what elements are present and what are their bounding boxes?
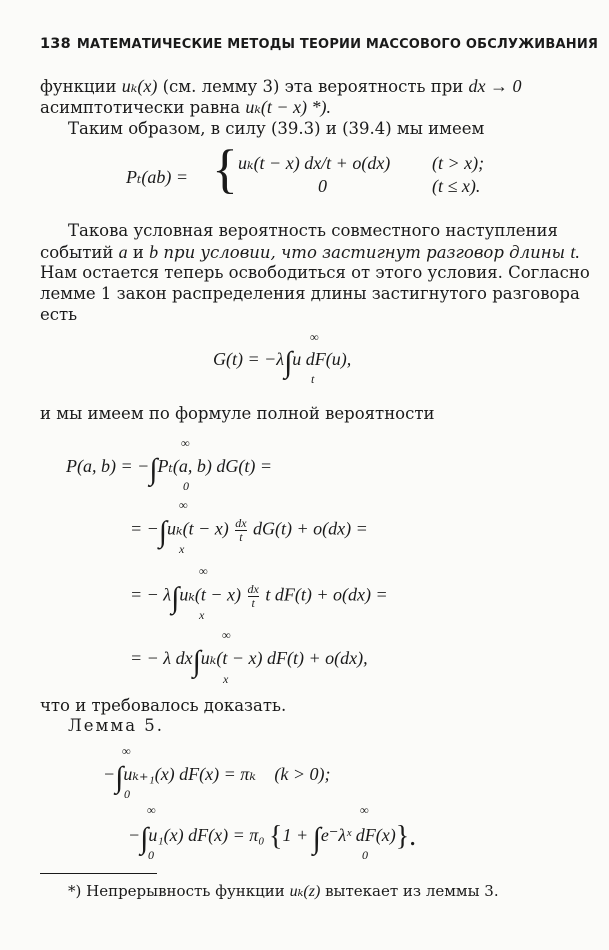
formula-g bbox=[213, 346, 352, 379]
formula-fragment: − bbox=[128, 825, 141, 845]
lower-limit: x bbox=[179, 542, 185, 556]
lower-limit: 0 bbox=[183, 479, 189, 493]
formula-eq-2 bbox=[130, 515, 368, 549]
upper-limit: ∞ bbox=[310, 330, 319, 344]
running-title: МАТЕМАТИЧЕСКИЕ МЕТОДЫ ТЕОРИИ МАССОВОГО ОБСЛУЖИВАНИЯ bbox=[76, 37, 599, 52]
brace-left: { bbox=[212, 139, 238, 199]
text-fragment: и bbox=[132, 243, 144, 262]
formula-eq-4 bbox=[130, 645, 368, 678]
footnote-rule bbox=[40, 873, 157, 874]
formula-case-1: uₖ(t − x) dx/t + o(dx) bbox=[238, 153, 391, 173]
formula-inline: a bbox=[118, 242, 128, 262]
text-fragment: при условии, что застигнут разговор длины bbox=[163, 243, 566, 262]
integral-sign: ∫ bbox=[149, 453, 158, 486]
formula-fragment: 1 + bbox=[282, 825, 309, 845]
lower-limit: x bbox=[223, 672, 229, 686]
fraction-numerator: dx bbox=[235, 516, 247, 530]
fraction bbox=[248, 584, 259, 609]
formula-fragment: Pₜ(a, b) dG(t) = bbox=[157, 456, 273, 476]
text-fragment: функции bbox=[40, 77, 117, 96]
formula-eq-3 bbox=[130, 581, 388, 615]
formula-inline: t. bbox=[570, 242, 580, 262]
fraction bbox=[235, 518, 246, 543]
upper-limit: ∞ bbox=[179, 498, 188, 512]
brace-open: { bbox=[269, 821, 283, 852]
upper-limit: ∞ bbox=[181, 436, 190, 450]
formula-fragment: = − λ bbox=[130, 584, 172, 605]
formula-fragment: uₖ(t − x) bbox=[179, 584, 242, 605]
text-fragment: Таким образом, в силу (39.3) и (39.4) мы имеем bbox=[68, 119, 485, 138]
text-line bbox=[40, 404, 435, 424]
formula-eq-1 bbox=[66, 453, 273, 486]
lower-limit: 0 bbox=[148, 848, 154, 862]
page-header bbox=[40, 34, 598, 55]
text-fragment: (см. лемму 3) эта вероятность при bbox=[162, 77, 464, 96]
formula-fragment: dG(t) + o(dx) = bbox=[253, 518, 368, 539]
formula-case-2: 0 bbox=[318, 176, 327, 196]
formula-fragment: u₁(x) dF(x) = π₀ bbox=[148, 825, 265, 845]
formula-inline: uₖ(t − x) *). bbox=[245, 97, 332, 117]
page-number: 138 bbox=[40, 36, 71, 52]
formula-inline: uₖ(z) bbox=[289, 883, 321, 900]
formula-case-1-cond: (t > x); bbox=[432, 153, 485, 173]
text-line bbox=[40, 76, 522, 97]
formula-inline: dx → 0 bbox=[468, 76, 522, 96]
upper-limit: ∞ bbox=[122, 744, 131, 758]
formula-fragment: e⁻λˣ dF(x) bbox=[320, 825, 396, 845]
formula-inline: uₖ(x) bbox=[121, 76, 158, 96]
text-fragment: лемме 1 закон распределения длины застигнутого разговора bbox=[40, 284, 580, 303]
integral-sign: ∫ bbox=[140, 822, 149, 855]
footnote bbox=[68, 881, 499, 902]
upper-limit: ∞ bbox=[147, 803, 156, 817]
formula-fragment: uₖ₊₁(x) dF(x) = πₖ bbox=[123, 764, 256, 784]
upper-limit: ∞ bbox=[222, 628, 231, 642]
formula-pt-lhs: Pₜ(ab) = bbox=[126, 167, 189, 187]
upper-limit: ∞ bbox=[199, 564, 208, 578]
fraction-denominator: t bbox=[239, 530, 243, 544]
text-fragment: Лемма 5. bbox=[68, 716, 165, 735]
upper-limit: ∞ bbox=[360, 803, 369, 817]
text-line bbox=[40, 305, 77, 325]
formula-fragment: = − bbox=[130, 518, 159, 539]
text-fragment: что и требовалось доказать. bbox=[40, 696, 287, 715]
formula-fragment: P(a, b) = − bbox=[66, 456, 150, 476]
formula-fragment: − bbox=[103, 764, 116, 784]
lower-limit: 0 bbox=[124, 787, 130, 801]
lower-limit: x bbox=[199, 608, 205, 622]
integral-sign: ∫ bbox=[312, 822, 321, 855]
formula-inline: b bbox=[149, 242, 159, 262]
text-fragment: Нам остается теперь освободиться от этого условия. Согласно bbox=[40, 263, 590, 282]
text-fragment: вытекает из леммы 3. bbox=[325, 882, 499, 900]
text-fragment: *) Непрерывность функции bbox=[68, 882, 285, 900]
integral-sign: ∫ bbox=[115, 761, 124, 794]
text-line bbox=[40, 263, 590, 283]
formula-fragment: uₖ(t − x) dF(t) + o(dx), bbox=[200, 648, 368, 668]
text-line bbox=[40, 242, 580, 263]
lemma-heading bbox=[68, 716, 164, 736]
formula-fragment: uₖ(t − x) bbox=[167, 518, 229, 539]
text-fragment: асимптотически равна bbox=[40, 98, 241, 117]
text-line bbox=[40, 284, 580, 304]
text-fragment: событий bbox=[40, 243, 114, 262]
formula-lemma-2 bbox=[128, 821, 417, 855]
fraction-numerator: dx bbox=[247, 582, 259, 596]
text-fragment: Такова условная вероятность совместного наступления bbox=[68, 221, 558, 240]
lower-limit: 0 bbox=[362, 848, 368, 862]
formula-fragment: t dF(t) + o(dx) = bbox=[265, 584, 388, 605]
integral-sign: ∫ bbox=[171, 581, 180, 615]
integral-sign: ∫ bbox=[192, 645, 201, 678]
formula-case-2-cond: (t ≤ x). bbox=[432, 176, 481, 196]
formula-fragment: (k > 0); bbox=[274, 764, 331, 784]
integral-sign: ∫ bbox=[158, 515, 168, 549]
text-line bbox=[68, 119, 484, 139]
text-fragment: и мы имеем по формуле полной вероятности bbox=[40, 404, 435, 423]
formula-fragment: u dF(u), bbox=[292, 349, 352, 369]
text-line bbox=[68, 221, 558, 241]
integral-sign: ∫ bbox=[284, 346, 293, 379]
text-fragment: есть bbox=[40, 305, 78, 324]
brace-close: }. bbox=[395, 821, 417, 852]
fraction-denominator: t bbox=[251, 596, 255, 610]
formula-fragment: G(t) = −λ bbox=[213, 349, 285, 369]
text-line bbox=[40, 696, 286, 716]
text-line bbox=[40, 97, 331, 118]
formula-fragment: = − λ dx bbox=[130, 648, 193, 668]
lower-limit: t bbox=[311, 372, 315, 386]
formula-lemma-1 bbox=[103, 761, 331, 794]
